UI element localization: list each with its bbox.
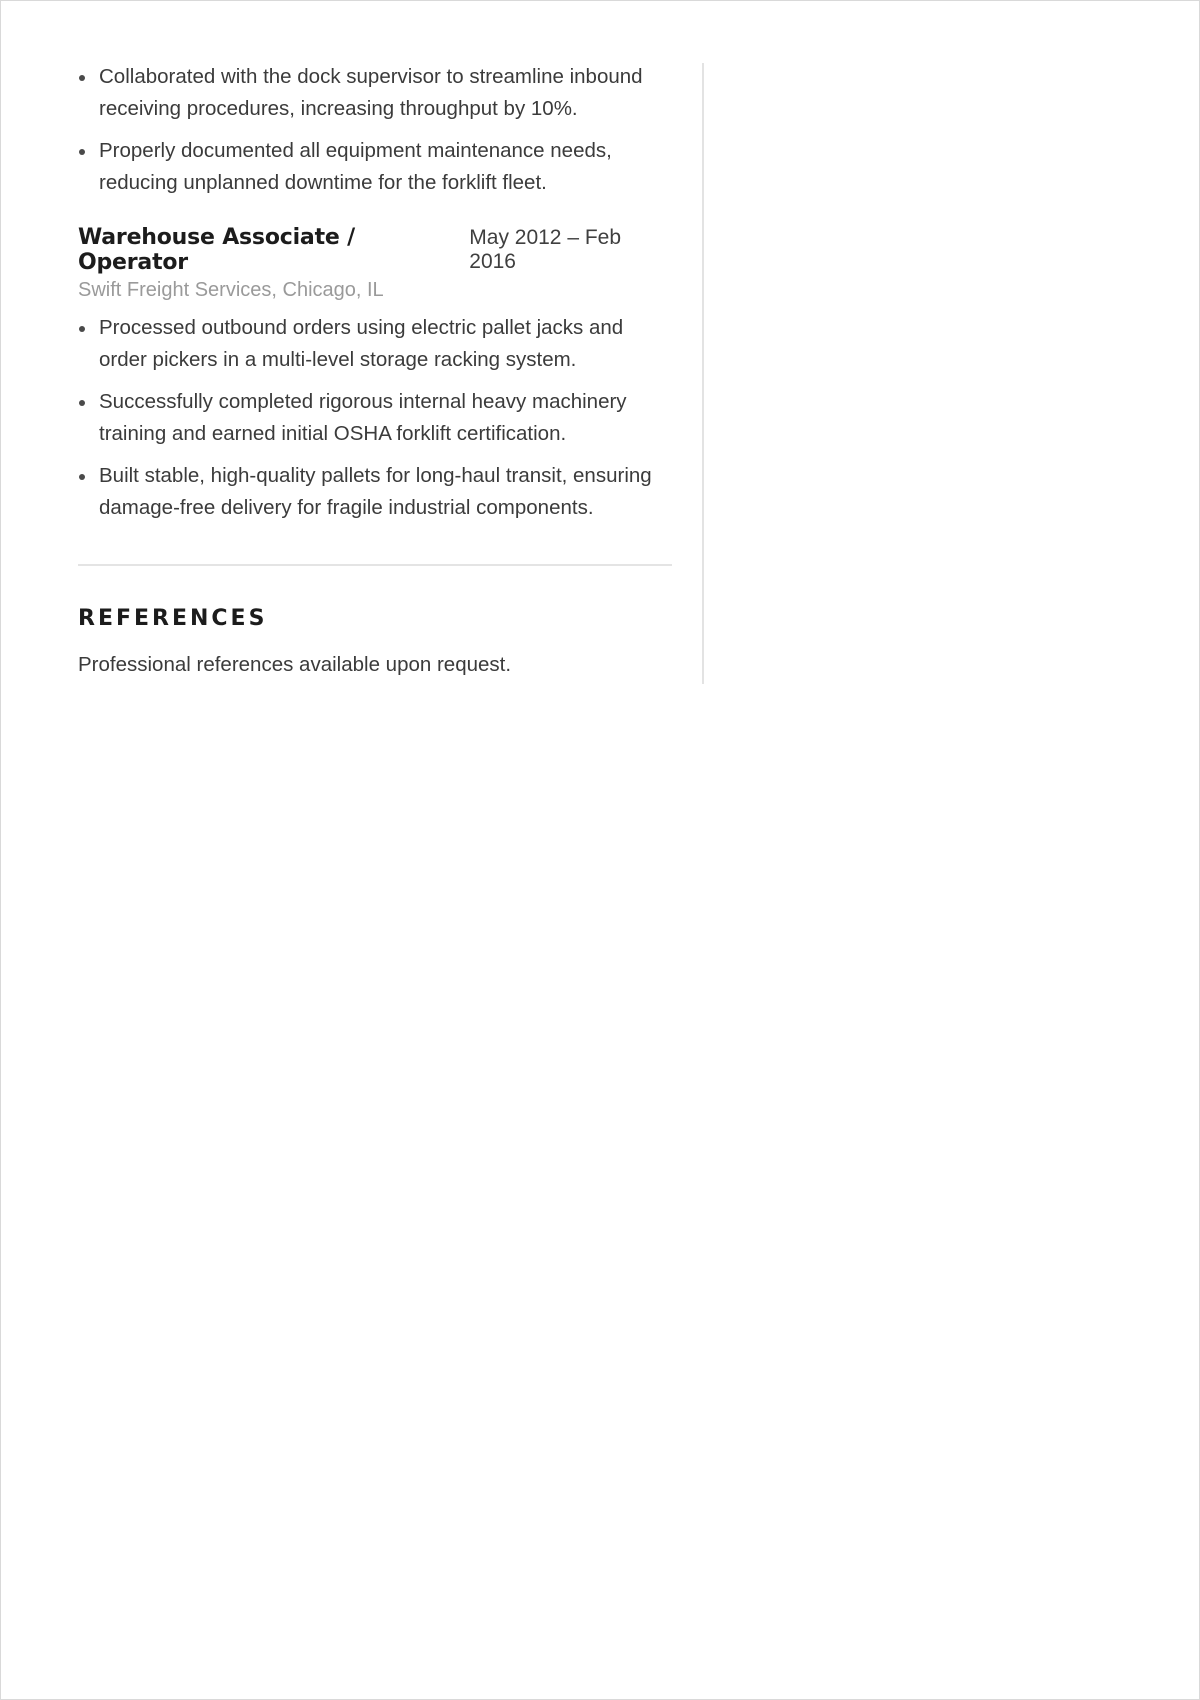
bullet-dot-icon (79, 326, 85, 332)
bullet-item (78, 386, 672, 450)
bullet-text: Built stable, high-quality pallets for long-haul transit, ensuring damage-free delivery for fragile industrial components. (99, 464, 652, 519)
references-heading: REFERENCES (78, 606, 268, 631)
bullet-text: Collaborated with the dock supervisor to streamline inbound receiving procedures, increasing throughput by 10%. (99, 65, 643, 120)
bullet-text: Successfully completed rigorous internal heavy machinery training and earned initial OSHA forklift certification. (99, 390, 627, 445)
bullet-text: Properly documented all equipment maintenance needs, reducing unplanned downtime for the forklift fleet. (99, 139, 612, 194)
bullet-dot-icon (79, 149, 85, 155)
job-company: Swift Freight Services, Chicago, IL (78, 279, 384, 301)
references-text: Professional references available upon request. (78, 653, 512, 676)
bullet-item (78, 135, 672, 199)
job-header (78, 225, 672, 275)
bullet-dot-icon (79, 474, 85, 480)
bullet-item (78, 460, 672, 524)
section-divider (78, 564, 672, 566)
job-title: Warehouse Associate / Operator (78, 225, 355, 275)
previous-job-bullets (78, 61, 672, 199)
main-column (78, 61, 672, 677)
bullet-dot-icon (79, 400, 85, 406)
job-entry (78, 225, 672, 524)
bullet-dot-icon (79, 75, 85, 81)
bullet-text: Processed outbound orders using electric pallet jacks and order pickers in a multi-level storage racking system. (99, 316, 624, 371)
job-dates: May 2012 – Feb 2016 (469, 226, 622, 273)
column-divider (702, 63, 704, 684)
job-bullets (78, 312, 672, 524)
bullet-item (78, 312, 672, 376)
bullet-item (78, 61, 672, 125)
